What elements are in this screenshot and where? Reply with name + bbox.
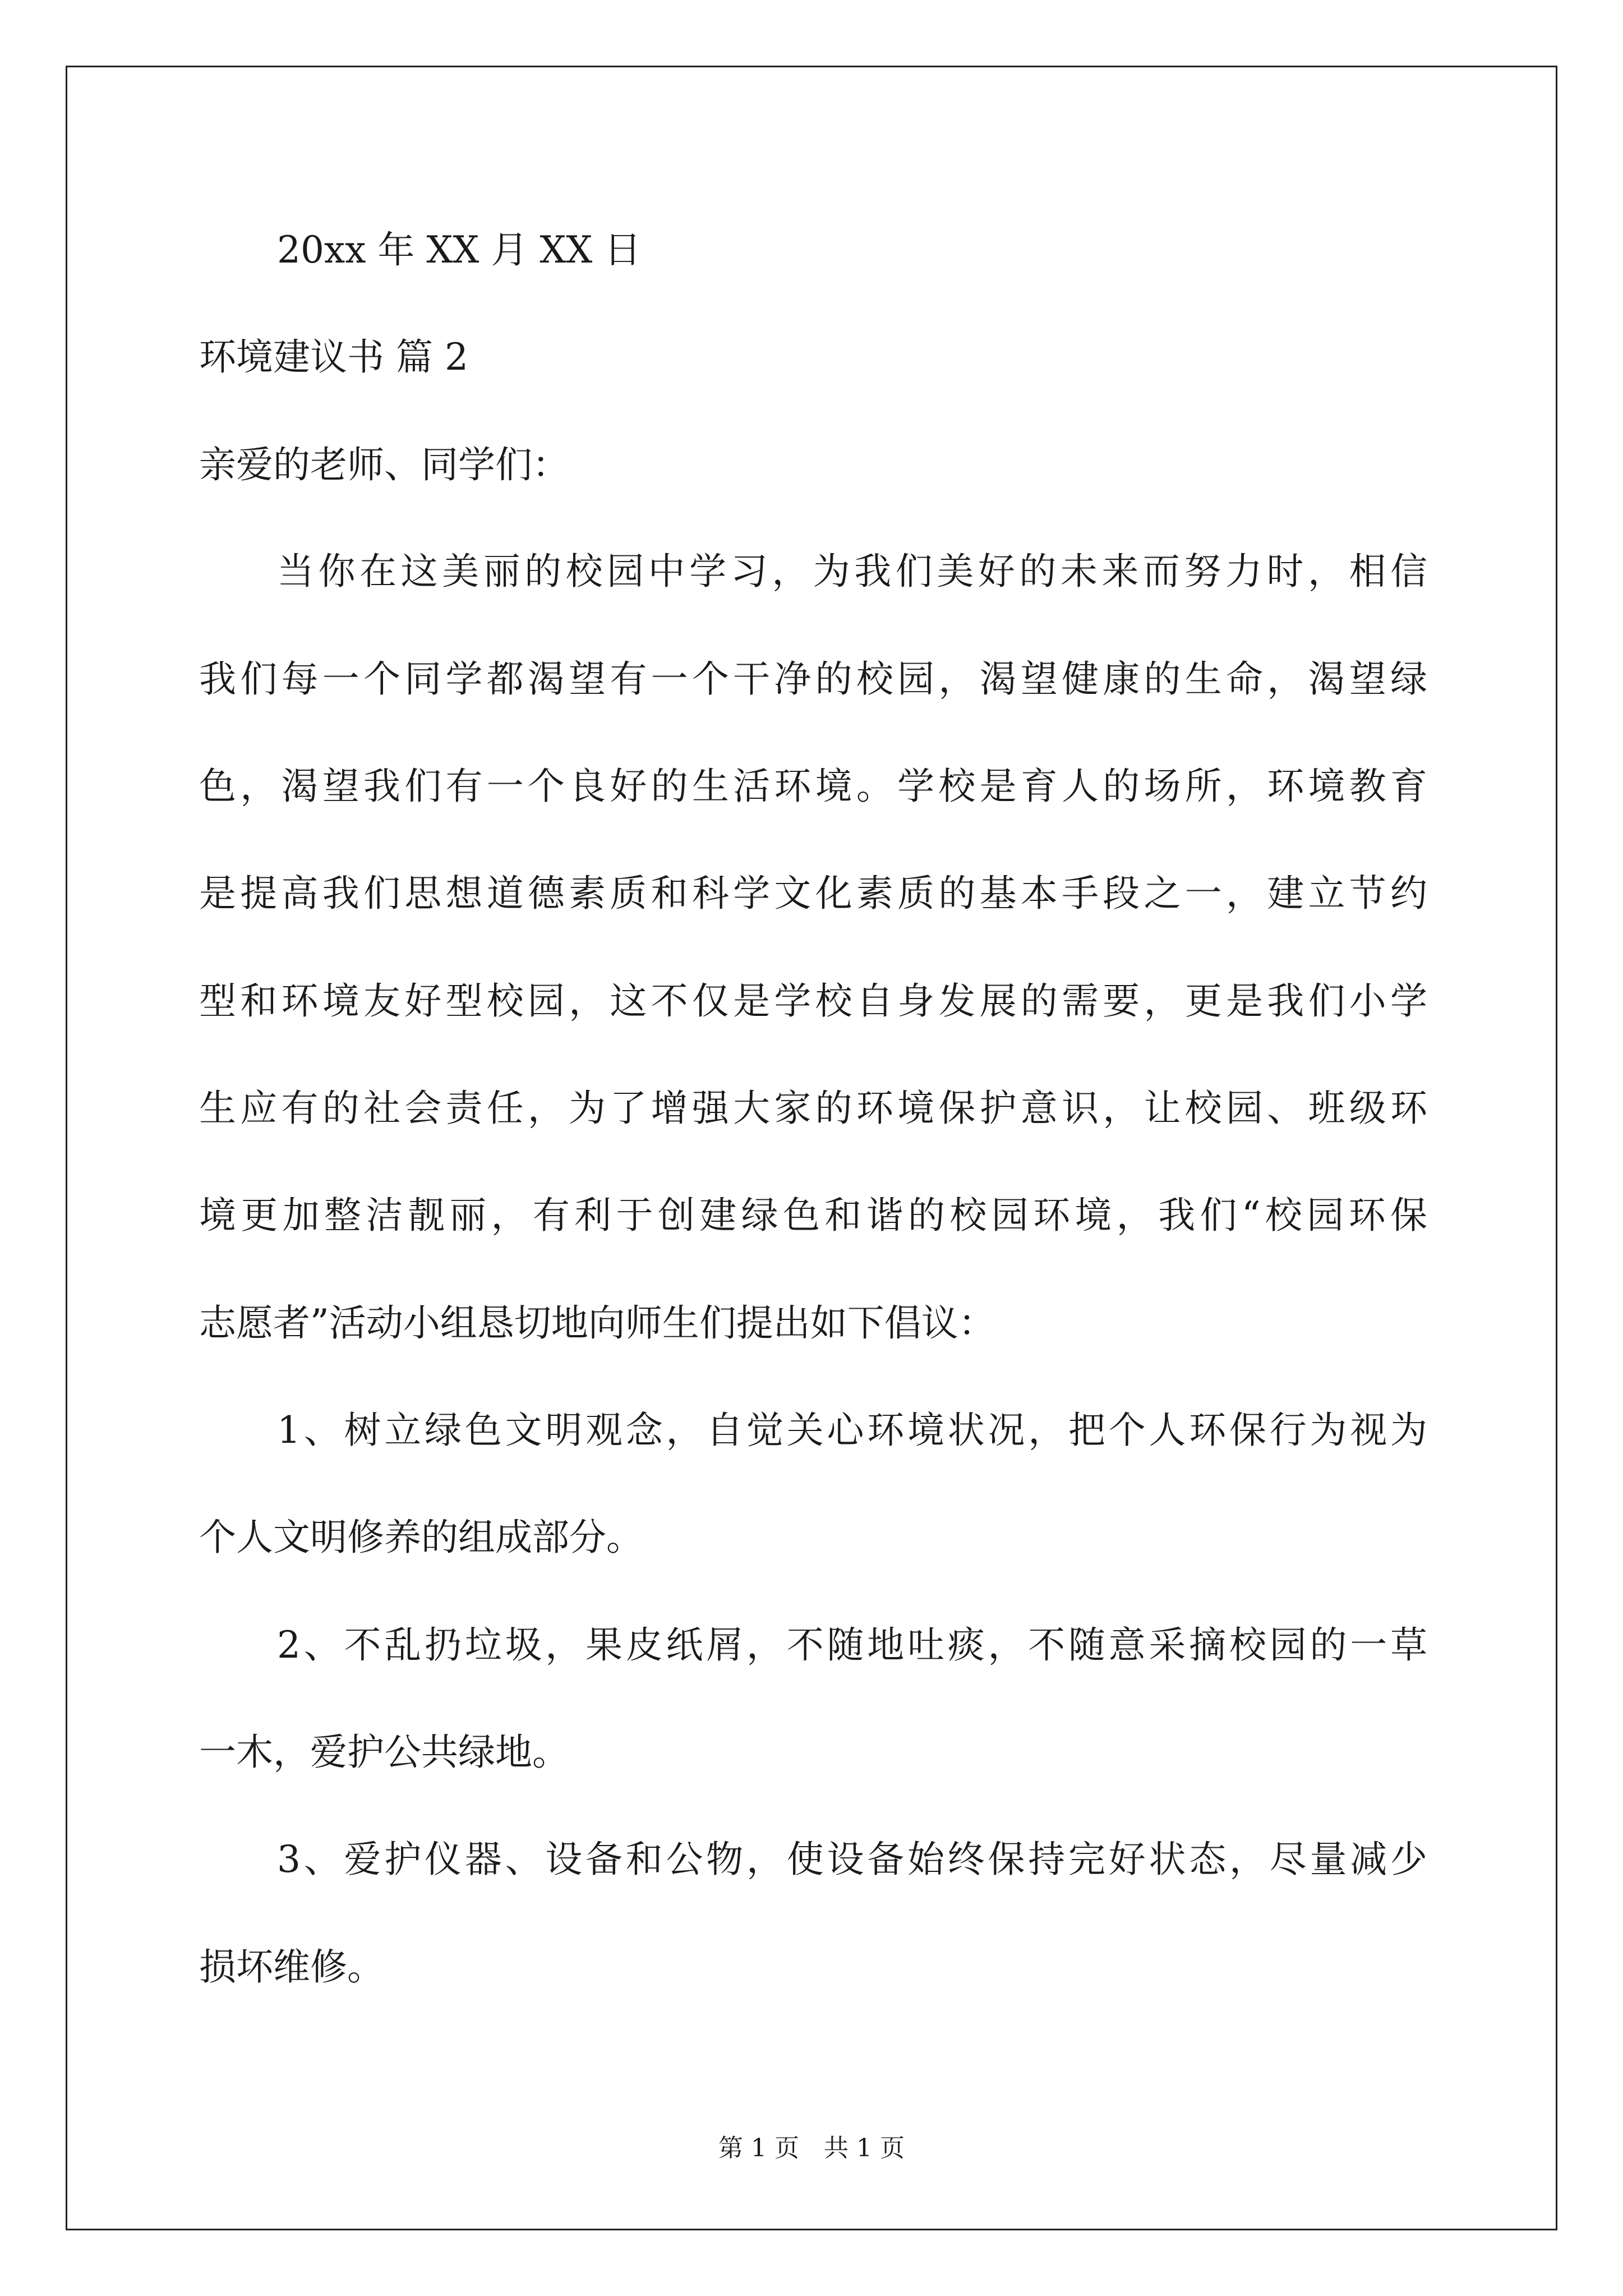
- date-line: 20xx 年 XX 月 XX 日: [277, 228, 642, 272]
- paragraph-1-line-1: 当你在这美丽的校园中学习，为我们美好的未来而努力时，相信: [277, 550, 1427, 593]
- paragraph-2-line-1: 1、树立绿色文明观念，自觉关心环境状况，把个人环保行为视为: [277, 1409, 1427, 1452]
- paragraph-1-line-3: 色，渴望我们有一个良好的生活环境。学校是育人的场所，环境教育: [199, 765, 1427, 808]
- paragraph-1-line-5: 型和环境友好型校园，这不仅是学校自身发展的需要，更是我们小学: [199, 979, 1427, 1023]
- paragraph-1-line-6: 生应有的社会责任，为了增强大家的环境保护意识，让校园、班级环: [199, 1087, 1427, 1130]
- paragraph-2-line-2: 个人文明修养的组成部分。: [199, 1516, 643, 1559]
- paragraph-1-line-8: 志愿者”活动小组恳切地向师生们提出如下倡议：: [199, 1301, 995, 1345]
- paragraph-3-line-1: 2、不乱扔垃圾，果皮纸屑，不随地吐痰，不随意采摘校园的一草: [277, 1623, 1427, 1667]
- paragraph-1-line-7: 境更加整洁靓丽，有利于创建绿色和谐的校园环境，我们“校园环保: [199, 1194, 1427, 1237]
- page-border: [66, 66, 1557, 2230]
- paragraph-1-line-4: 是提高我们思想道德素质和科学文化素质的基本手段之一，建立节约: [199, 872, 1427, 915]
- paragraph-3-line-2: 一木，爱护公共绿地。: [199, 1731, 569, 1774]
- section-title: 环境建议书 篇 2: [199, 335, 468, 379]
- page-footer: 第 1 页 共 1 页: [718, 2134, 905, 2162]
- paragraph-1-line-2: 我们每一个同学都渴望有一个干净的校园，渴望健康的生命，渴望绿: [199, 657, 1427, 701]
- paragraph-4-line-2: 损坏维修。: [199, 1945, 384, 1989]
- salutation: 亲爱的老师、同学们：: [199, 443, 569, 486]
- paragraph-4-line-1: 3、爱护仪器、设备和公物，使设备始终保持完好状态，尽量减少: [277, 1838, 1427, 1881]
